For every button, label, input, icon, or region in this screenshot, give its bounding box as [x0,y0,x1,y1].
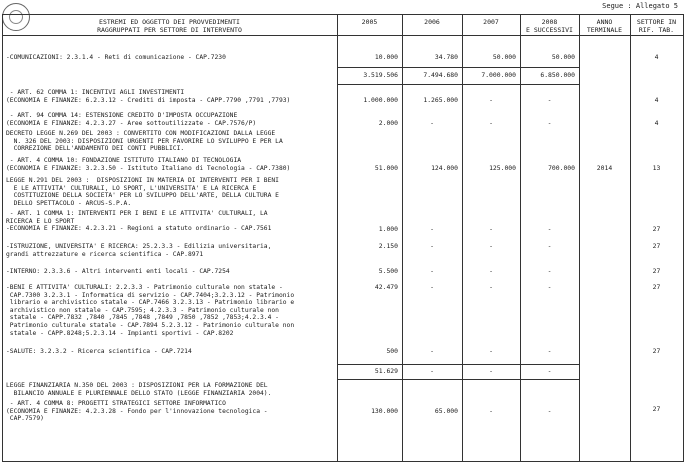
subtotal-2007: - [489,367,493,375]
subtotal-2006: 7.494.680 [423,71,458,79]
row-2006: - [430,225,434,233]
row-description: -BENI E ATTIVITA' CULTURALI: 2.2.3.3 - Patrimonio culturale non statale - CAP.7300 3.2.3.1 - Informatica di servizio - CAP.7404;3.2.3.12 - Patrimonio librario e archivistico statale - CAP.7466 3.2.3.13 - Patrimonio librario e archivistico non statale - CAP.7595; 4.2.3.3 - Patrimonio culturale non statale - CAPP.7832 ,7840 ,7845 ,7848 ,7849 ,7850 ,7852 ,7853;4.2.3.4 - Patrimonio culturale statale - CAP.7894 5.2.3.12 - Patrimonio culturale non statale - CAPP.8248;5.2.3.14 - Impianti sportivi - CAP.8202 [6,284,295,337]
row-description: - ART. 4 COMMA 8: PROGETTI STRATEGICI SETTORE INFORMATICO (ECONOMIA E FINANZE: 4.2.3.28 - Fondo per l'innovazione tecnologica - CAP.7579) [6,400,268,423]
subtotal-2007: 7.000.000 [481,71,516,79]
row-2007: - [489,407,493,415]
subtotal-2005: 3.519.506 [363,71,398,79]
row-settore: 27 [652,225,661,233]
row-settore: 27 [652,267,661,275]
row-2008: - [547,407,552,415]
row-2008: - [547,225,552,233]
row-settore: 13 [652,164,661,172]
row-2006: - [430,347,434,355]
subtotal-2008: 6.850.000 [540,71,575,79]
row-2008: - [547,283,552,291]
row-description: - ART. 4 COMMA 10: FONDAZIONE ISTITUTO ITALIANO DI TECNOLOGIA (ECONOMIA E FINANZE: 3.2.3.50 - Istituto Italiano di Tecnologia - CAP.7380) [6,157,291,172]
row-2008: - [547,242,552,250]
row-2007: - [489,242,493,250]
row-description: - ART. 94 COMMA 14: ESTENSIONE CREDITO D'IMPOSTA OCCUPAZIONE (ECONOMIA E FINANZE: 4.2.3.27 - Aree sottoutilizzate - CAP.7576/P) [6,112,257,127]
row-2008: - [547,267,552,275]
row-2006: 124.000 [431,164,458,172]
row-2007: 125.000 [489,164,516,172]
row-settore: 27 [652,405,661,413]
row-2005: 130.000 [371,407,398,415]
row-2008: 50.000 [551,53,575,61]
row-description: -COMUNICAZIONI: 2.3.1.4 - Reti di comunicazione - CAP.7230 [6,54,226,61]
row-2006: 1.265.000 [423,96,458,104]
row-description: - ART. 62 COMMA 1: INCENTIVI AGLI INVESTIMENTI (ECONOMIA E FINANZE: 6.2.3.12 - Crediti di imposta - CAPP.7790 ,7791 ,7793) [6,89,291,104]
row-2005: 500 [386,347,398,355]
column-header-description: ESTREMI ED OGGETTO DEI PROVVEDIMENTI RAGGRUPPATI PER SETTORE DI INTERVENTO [97,18,242,34]
row-2008: - [547,347,552,355]
row-anno: 2014 [596,164,613,172]
row-2006: - [430,267,434,275]
column-header-2005: 2005 [361,18,378,26]
row-settore: 4 [654,119,659,127]
column-header-2008: 2008 E SUCCESSIVI [526,18,573,34]
subtotal-2005: 51.629 [374,367,398,375]
budget-table [2,14,684,462]
column-header-2007: 2007 [483,18,499,26]
row-description: -SALUTE: 3.2.3.2 - Ricerca scientifica - CAP.7214 [6,348,192,355]
row-2005: 1.000 [378,225,398,233]
row-2007: - [489,96,493,104]
row-2005: 1.000.000 [363,96,398,104]
row-2007: - [489,225,493,233]
row-2008: - [547,119,552,127]
subtotal-2006: - [430,367,434,375]
law-heading: DECRETO LEGGE N.269 DEL 2003 : CONVERTITO CON MODIFICAZIONI DALLA LEGGE N. 326 DEL 2003: DISPOSIZIONI URGENTI PER FAVORIRE LO SVILUPPO E PER LA CORREZIONE DELL'ANDAMENTO DEI CONTI PUBBLICI. [6,130,283,153]
row-2008: 700.000 [548,164,575,172]
row-2007: - [489,283,493,291]
row-2008: - [547,96,552,104]
column-header-2006: 2006 [424,18,440,26]
row-settore: 27 [652,347,661,355]
header-note: Segue : Allegato 5 [602,2,678,10]
row-2005: 10.000 [374,53,398,61]
row-2006: - [430,119,434,127]
row-settore: 27 [652,283,661,291]
row-2005: 2.150 [378,242,398,250]
row-2006: 65.000 [434,407,458,415]
row-2007: - [489,119,493,127]
row-description: -INTERNO: 2.3.3.6 - Altri interventi enti locali - CAP.7254 [6,268,230,275]
row-description: - ART. 1 COMMA 1: INTERVENTI PER I BENI E LE ATTIVITA' CULTURALI, LA RICERCA E LO SPORT -ECONOMIA E FINANZE: 4.2.3.21 - Regioni a statuto ordinario - CAP.7561 [6,210,272,233]
row-2006: - [430,283,434,291]
row-2007: - [489,347,493,355]
column-header-settore: SETTORE IN RIF. TAB. [636,18,677,34]
subtotal-2008: - [547,367,552,375]
row-description: -ISTRUZIONE, UNIVERSITA' E RICERCA: 25.2.3.3 - Edilizia universitaria, grandi attrezzature e ricerca scientifica - CAP.8971 [6,243,272,258]
column-header-anno: ANNO TERMINALE [586,18,623,34]
row-settore: 27 [652,242,661,250]
law-heading: LEGGE FINANZIARIA N.350 DEL 2003 : DISPOSIZIONI PER LA FORMAZIONE DEL BILANCIO ANNUALE E PLURIENNALE DELLO STATO (LEGGE FINANZIARIA 2004). [6,382,272,397]
row-2005: 5.500 [378,267,398,275]
row-2005: 42.479 [374,283,398,291]
row-2006: - [430,242,434,250]
row-settore: 4 [654,96,659,104]
row-2005: 51.000 [374,164,398,172]
row-2007: - [489,267,493,275]
row-2005: 2.000 [378,119,398,127]
law-heading: LEGGE N.291 DEL 2003 : DISPOSIZIONI IN MATERIA DI INTERVENTI PER I BENI E LE ATTIVITA' CULTURALI, LO SPORT, L'UNIVERSITA' E LA RICERCA E COSTITUZIONE DELLA SOCIETA' PER LO SVILUPPO DELL'ARTE, DELLA CULTURA E DELLO SPETTACOLO - ARCUS-S.P.A. [6,177,279,207]
row-2006: 34.780 [434,53,458,61]
row-settore: 4 [654,53,659,61]
row-2007: 50.000 [492,53,516,61]
